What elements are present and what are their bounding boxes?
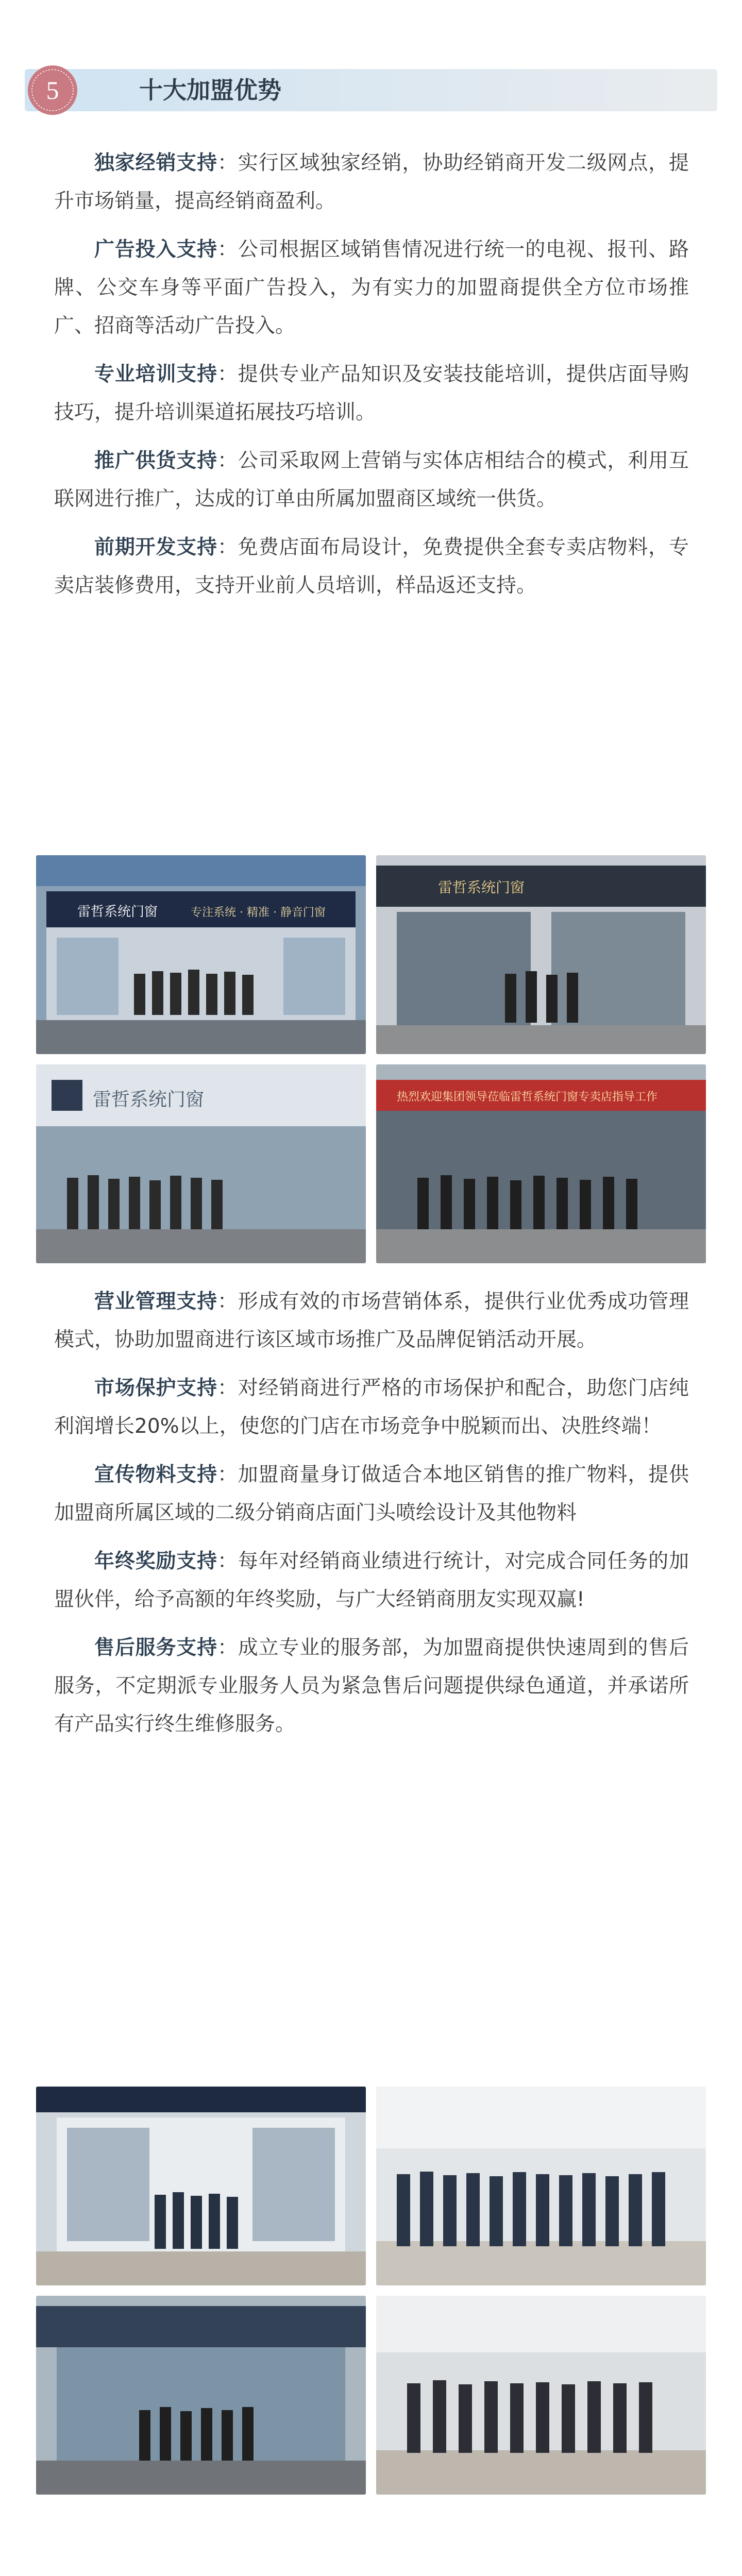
advantage-item: 年终奖励支持：每年对经销商业绩进行统计，对完成合同任务的加盟伙伴，给予高额的年终奖励，与广大经销商朋友实现双赢! [54,1550,689,1611]
advantage-item: 市场保护支持：对经销商进行严格的市场保护和配合，助您门店纯利润增长20%以上，使您的门店在市场竞争中脱颖而出、决胜终端！ [54,1377,689,1438]
store-photo [376,2087,706,2285]
svg-text:热烈欢迎集团领导莅临雷哲系统门窗专卖店指导工作: 热烈欢迎集团领导莅临雷哲系统门窗专卖店指导工作 [397,1091,658,1104]
store-photo [36,1064,366,1263]
advantage-item: 专业培训支持：提供专业产品知识及安装技能培训，提供店面导购技巧，提升培训渠道拓展技巧培训。 [54,363,689,424]
advantages-list-b [54,1283,689,1754]
advantage-item: 前期开发支持：免费店面布局设计，免费提供全套专卖店物料，专卖店装修费用，支持开业前人员培训，样品返还支持。 [54,536,689,597]
advantage-item: 广告投入支持：公司根据区域销售情况进行统一的电视、报刊、路牌、公交车身等平面广告投入，为有实力的加盟商提供全方位市场推广、招商等活动广告投入。 [54,238,689,337]
advantage-item: 独家经销支持：实行区域独家经销，协助经销商开发二级网点，提升市场销量，提高经销商盈利。 [54,151,689,213]
advantage-item: 营业管理支持：形成有效的市场营销体系，提供行业优秀成功管理模式，协助加盟商进行该区域市场推广及品牌促销活动开展。 [54,1290,689,1351]
section-header-bar [25,69,717,111]
svg-text:雷哲系统门窗: 雷哲系统门窗 [438,879,525,896]
badge-number: 5 [46,76,59,105]
store-photo [376,855,706,1054]
store-photo [376,1064,706,1263]
section-title: 十大加盟优势 [139,76,281,104]
advantage-item: 推广供货支持：公司采取网上营销与实体店相结合的模式，利用互联网进行推广，达成的订单由所属加盟商区域统一供货。 [54,449,689,511]
section-number-badge [27,62,78,118]
store-photo [376,2296,706,2495]
svg-text:专注系统 · 精准 · 静音门窗: 专注系统 · 精准 · 静音门窗 [191,906,326,919]
store-photo [36,2087,366,2285]
section-5-header [25,62,717,118]
store-photo-grid-2 [36,2087,706,2499]
advantage-item: 售后服务支持：成立专业的服务部，为加盟商提供快速周到的售后服务，不定期派专业服务人员为紧急售后问题提供绿色通道，并承诺所有产品实行终生维修服务。 [54,1636,689,1736]
store-photo-grid-1 [36,855,706,1267]
store-photo [36,855,366,1054]
advantages-list-a [54,144,689,615]
store-photo [36,2296,366,2495]
advantage-item: 宣传物料支持：加盟商量身订做适合本地区销售的推广物料，提供加盟商所属区域的二级分销商店面门头喷绘设计及其他物料 [54,1463,689,1524]
svg-text:雷哲系统门窗: 雷哲系统门窗 [93,1089,205,1110]
svg-text:雷哲系统门窗: 雷哲系统门窗 [77,904,158,920]
